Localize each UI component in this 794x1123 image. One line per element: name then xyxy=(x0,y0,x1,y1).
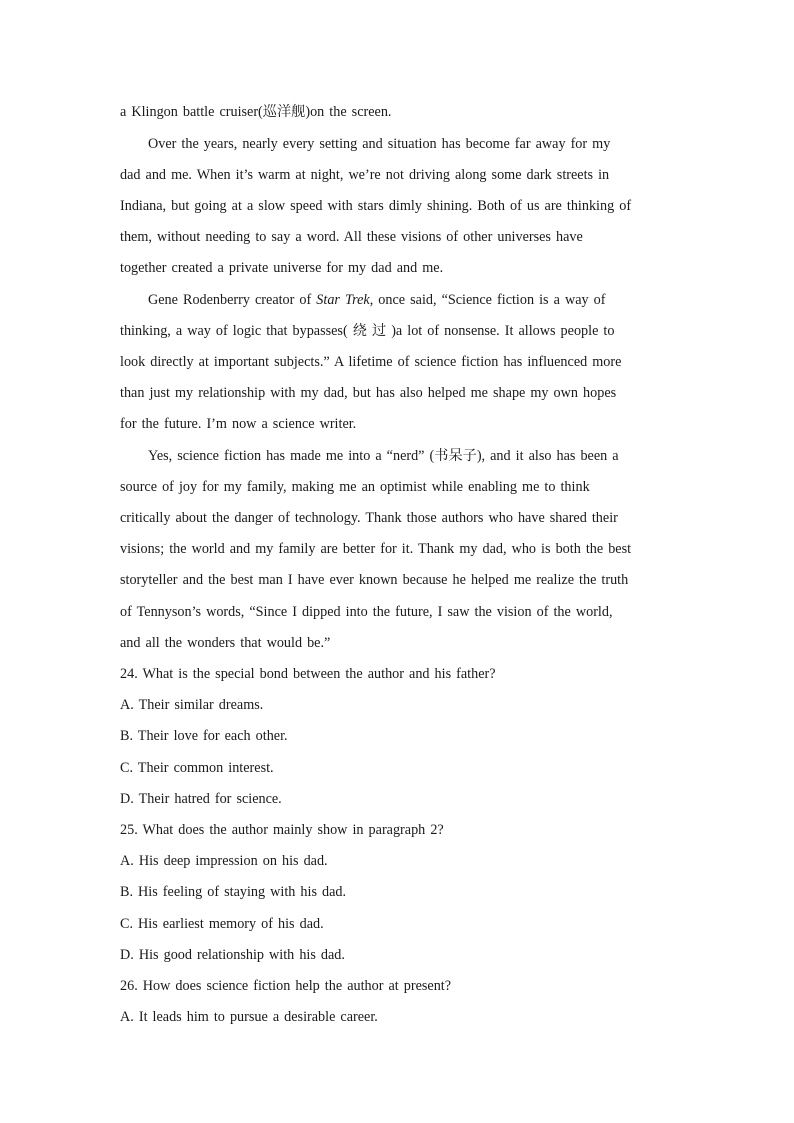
answer-option: A. His deep impression on his dad. xyxy=(120,853,328,869)
passage-line: and all the wonders that would be.” xyxy=(120,635,331,651)
answer-option: D. His good relationship with his dad. xyxy=(120,947,345,963)
question-stem: 25. What does the author mainly show in paragraph 2? xyxy=(120,822,444,838)
passage-line: look directly at important subjects.” A lifetime of science fiction has influenced more xyxy=(120,354,622,370)
passage-text: , once said, “Science fiction is a way of xyxy=(369,292,606,308)
question-stem: 26. How does science fiction help the author at present? xyxy=(120,978,452,994)
passage-line: Indiana, but going at a slow speed with stars dimly shining. Both of us are thinking of xyxy=(120,198,632,214)
answer-option: C. Their common interest. xyxy=(120,760,274,776)
passage-line: of Tennyson’s words, “Since I dipped into the future, I saw the vision of the world, xyxy=(120,604,613,620)
passage-line: Yes, science fiction has made me into a “nerd” (书呆子), and it also has been a xyxy=(148,448,619,464)
answer-option: A. It leads him to pursue a desirable career. xyxy=(120,1009,378,1025)
answer-option: C. His earliest memory of his dad. xyxy=(120,916,324,932)
book-title: Star Trek xyxy=(316,292,370,308)
answer-option: A. Their similar dreams. xyxy=(120,697,264,713)
passage-line: them, without needing to say a word. All these visions of other universes have xyxy=(120,229,583,245)
passage-line xyxy=(148,291,680,309)
answer-option: D. Their hatred for science. xyxy=(120,791,282,807)
passage-line: source of joy for my family, making me an optimist while enabling me to think xyxy=(120,479,590,495)
passage-text: Gene Rodenberry creator of xyxy=(148,292,317,308)
answer-option: B. His feeling of staying with his dad. xyxy=(120,884,347,900)
passage-line: together created a private universe for my dad and me. xyxy=(120,260,444,276)
passage-line: for the future. I’m now a science writer. xyxy=(120,416,357,432)
passage-line: storyteller and the best man I have ever known because he helped me realize the truth xyxy=(120,572,629,588)
passage-line: Over the years, nearly every setting and situation has become far away for my xyxy=(148,136,611,152)
passage-line: critically about the danger of technology. Thank those authors who have shared their xyxy=(120,510,618,526)
passage-line: a Klingon battle cruiser(巡洋舰)on the screen. xyxy=(120,104,392,120)
passage-line: thinking, a way of logic that bypasses( 绕 过 )a lot of nonsense. It allows people to xyxy=(120,323,615,339)
passage-line: dad and me. When it’s warm at night, we’re not driving along some dark streets in xyxy=(120,167,610,183)
answer-option: B. Their love for each other. xyxy=(120,728,288,744)
passage-line: visions; the world and my family are better for it. Thank my dad, who is both the best xyxy=(120,541,632,557)
question-stem: 24. What is the special bond between the author and his father? xyxy=(120,666,496,682)
passage-line: than just my relationship with my dad, but has also helped me shape my own hopes xyxy=(120,385,617,401)
